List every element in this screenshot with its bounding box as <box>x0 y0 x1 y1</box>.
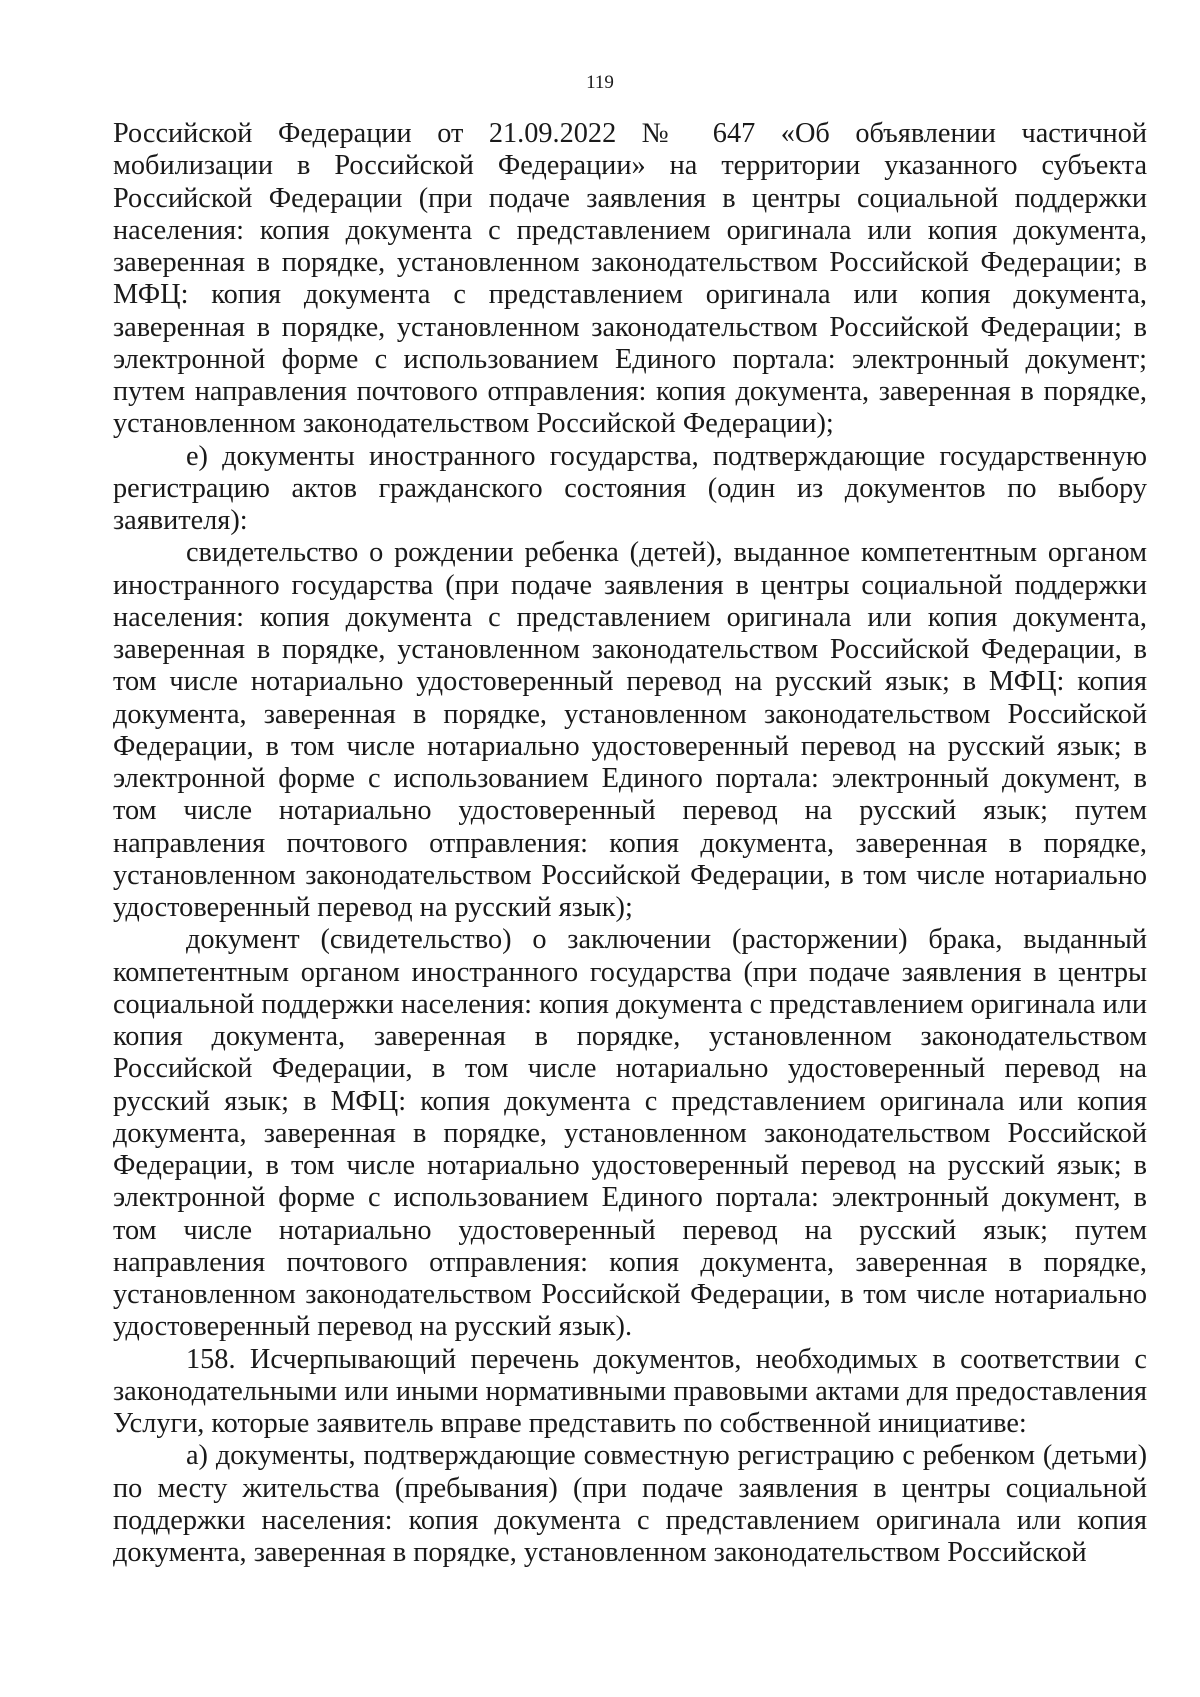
paragraph-birth-certificate: свидетельство о рождении ребенка (детей), выданное компетентным органом иностранного государства (при подаче заявления в центры социальной поддержки населения: копия документа с представлением оригинала или копия документа, заверенная в порядке, установленном законодательством Российской Федерации, в том числе нотариально удостоверенный перевод на русский язык; в МФЦ: копия документа, заверенная в порядке, установленном законодательством Российской Федерации, в том числе нотариально удостоверенный перевод на русский язык; в электронной форме с использованием Единого портала: электронный документ, в том числе нотариально удостоверенный перевод на русский язык; путем направления почтового отправления: копия документа, заверенная в порядке, установленном законодательством Российской Федерации, в том числе нотариально удостоверенный перевод на русский язык); <box>113 537 1147 923</box>
document-body <box>113 118 1147 1569</box>
page-number: 119 <box>586 72 614 93</box>
paragraph-marriage-document: документ (свидетельство) о заключении (расторжении) брака, выданный компетентным органом иностранного государства (при подаче заявления в центры социальной поддержки населения: копия документа с представлением оригинала или копия документа, заверенная в порядке, установленном законодательством Российской Федерации, в том числе нотариально удостоверенный перевод на русский язык; в МФЦ: копия документа с представлением оригинала или копия документа, заверенная в порядке, установленном законодательством Российской Федерации, в том числе нотариально удостоверенный перевод на русский язык; в электронной форме с использованием Единого портала: электронный документ, в том числе нотариально удостоверенный перевод на русский язык; путем направления почтового отправления: копия документа, заверенная в порядке, установленном законодательством Российской Федерации, в том числе нотариально удостоверенный перевод на русский язык). <box>113 924 1147 1343</box>
paragraph-item-158: 158. Исчерпывающий перечень документов, необходимых в соответствии с законодательными или иными нормативными правовыми актами для предоставления Услуги, которые заявитель вправе представить по собственной инициативе: <box>113 1343 1147 1439</box>
paragraph-continuation: Российской Федерации от 21.09.2022 № 647 «Об объявлении частичной мобилизации в Российской Федерации» на территории указанного субъекта Российской Федерации (при подаче заявления в центры социальной поддержки населения: копия документа с представлением оригинала или копия документа, заверенная в порядке, установленном законодательством Российской Федерации; в МФЦ: копия документа с представлением оригинала или копия документа, заверенная в порядке, установленном законодательством Российской Федерации; в электронной форме с использованием Единого портала: электронный документ; путем направления почтового отправления: копия документа, заверенная в порядке, установленном законодательством Российской Федерации); <box>113 118 1147 440</box>
paragraph-item-a: а) документы, подтверждающие совместную регистрацию с ребенком (детьми) по месту жительства (пребывания) (при подаче заявления в центры социальной поддержки населения: копия документа с представлением оригинала или копия документа, заверенная в порядке, установленном законодательством Российской <box>113 1440 1147 1568</box>
paragraph-item-e: е) документы иностранного государства, подтверждающие государственную регистрацию актов гражданского состояния (один из документов по выбору заявителя): <box>113 440 1147 536</box>
